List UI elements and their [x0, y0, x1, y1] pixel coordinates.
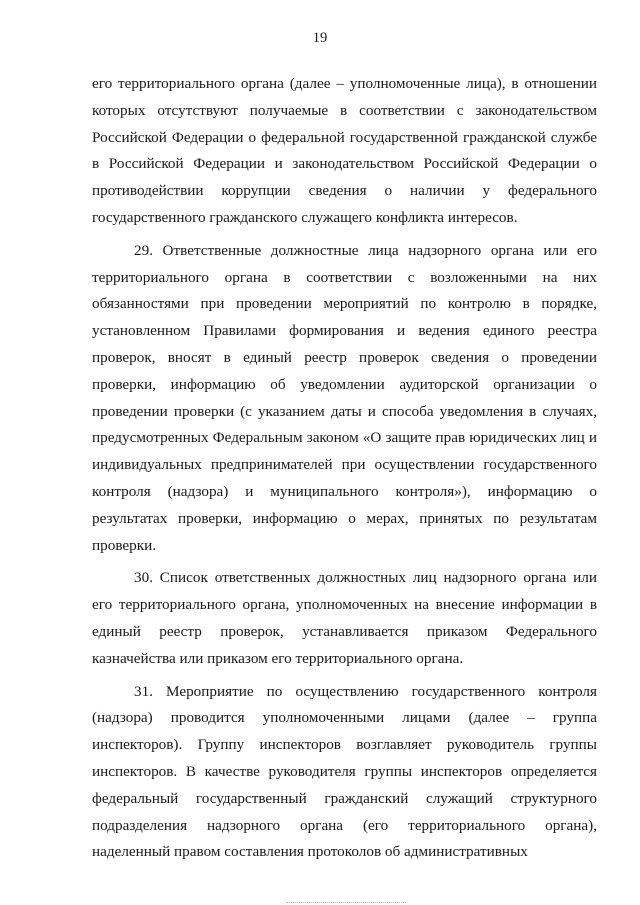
paragraph-31: 31. Мероприятие по осуществлению государственного контроля (надзора) проводится уполномоченными лицами (далее – группа инспекторов). Группу инспекторов возглавляет руководитель группы инспекторов. В качестве руководителя группы инспекторов определяется федеральный государственный гражданский служащий структурного подразделения надзорного органа (его территориального органа), наделенный правом составления протоколов об административных: [92, 682, 597, 861]
document-body: [92, 71, 597, 866]
paragraph-29: 29. Ответственные должностные лица надзорного органа или его территориального органа в соответствии с возложенными на них обязанностями при проведении мероприятий по контролю в порядке, установленном Правилами формирования и ведения единого реестра проверок, вносят в единый реестр проверок сведения о проведении проверки, информацию об уведомлении аудиторской организации о проведении проверки (с указанием даты и способа уведомления в случаях, предусмотренных Федеральным законом «О защите прав юридических лиц и индивидуальных предпринимателей при осуществлении государственного контроля (надзора) и муниципального контроля»), информацию о результатах проверки, информацию о мерах, принятых по результатам проверки.: [92, 241, 597, 554]
paragraph-30: 30. Список ответственных должностных лиц надзорного органа или его территориального органа, уполномоченных на внесение информации в единый реестр проверок, устанавливается приказом Федерального казначейства или приказом его территориального органа.: [92, 569, 597, 667]
page-number: 19: [312, 30, 328, 46]
paragraph-continuation: его территориального органа (далее – уполномоченные лица), в отношении которых отсутствуют получаемые в соответствии с законодательством Российской Федерации о федеральной государственной гражданской службе в Российской Федерации и законодательством Российской Федерации о противодействии коррупции сведения о наличии у федерального государственного гражданского служащего конфликта интересов.: [92, 75, 597, 226]
